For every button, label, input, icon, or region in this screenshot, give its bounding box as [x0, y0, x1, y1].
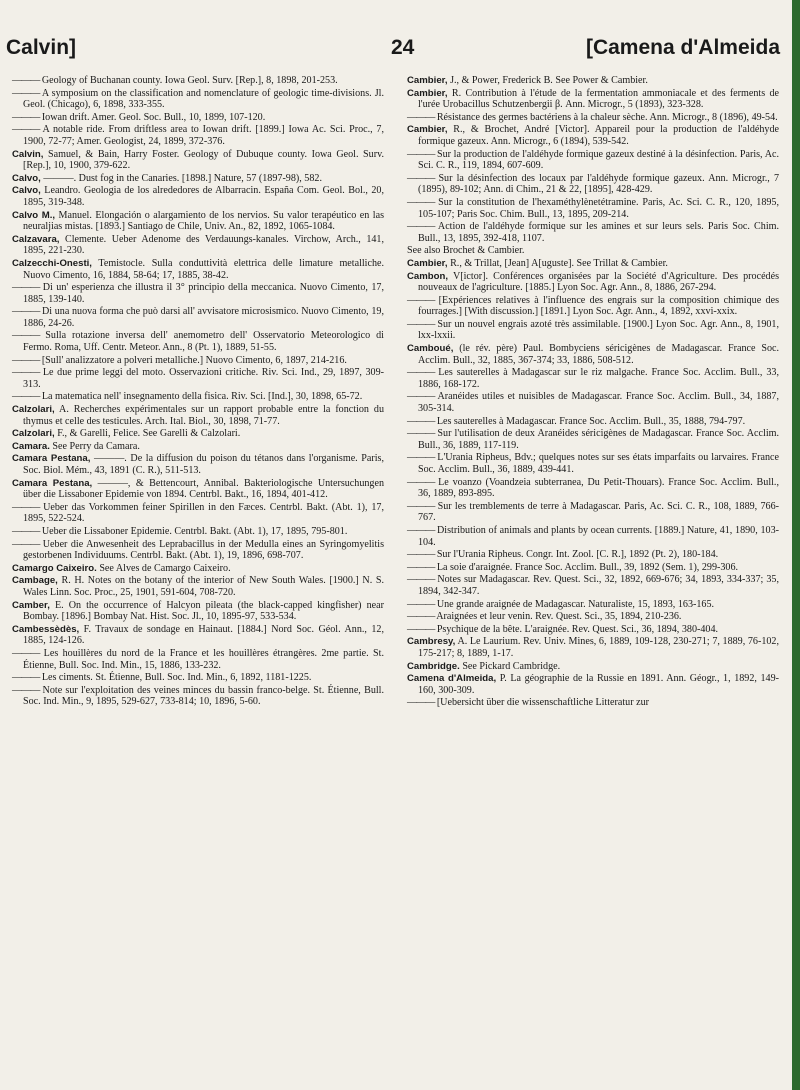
entry-text: [Uebersicht über die wissenschaftliche Litteratur zur [436, 697, 649, 709]
bibliography-entry [407, 624, 779, 636]
entry-author: Camara Pestana, [12, 477, 93, 489]
page-number: 24 [391, 36, 415, 59]
bibliography-entry [12, 173, 384, 185]
bibliography-entry [12, 149, 384, 172]
entry-text: Psychique de la bête. L'araignée. Rev. Quest. Sci., 36, 1894, 380-404. [436, 623, 719, 635]
repeat-author-dash: ——— [12, 75, 40, 86]
entry-text: Les sauterelles à Madagascar sur le riz malgache. France Soc. Acclim. Bull., 33, 1886, 168-172. [418, 367, 779, 390]
entry-text: P. La géographie de la Russie en 1891. Ann. Géogr., 1, 1892, 149-160, 300-309. [418, 673, 779, 696]
entry-text: [Sull' analizzatore a polveri metalliche.] Nuovo Cimento, 6, 1897, 214-216. [41, 354, 347, 366]
entry-author: Cambage, [12, 575, 58, 587]
entry-text: Di una nuova forma che può darsi all' avvisatore microsismico. Nuovo Cimento, 19, 1886, 24-26. [23, 306, 384, 329]
bibliography-entry [12, 210, 384, 233]
entry-text: Les sauterelles à Madagascar. France Soc. Acclim. Bull., 35, 1888, 794-797. [436, 415, 746, 427]
bibliography-entry [12, 185, 384, 208]
entry-text: R. H. Notes on the botany of the interior of New South Wales. [1900.] N. S. Wales Linn. Soc. Proc., 25, 1901, 591-604, 708-720. [23, 575, 384, 598]
entry-author: Camena d'Almeida, [407, 673, 497, 685]
bibliography-entry [407, 124, 779, 147]
repeat-author-dash: ——— [407, 367, 435, 379]
entry-author: Camber, [12, 599, 50, 611]
bibliography-entry [407, 574, 779, 597]
header-right: [Camena d'Almeida [585, 36, 780, 59]
bibliography-entry [407, 258, 779, 270]
entry-text: A. Recherches expérimentales sur un rapport probable entre la fonction du thymus et celle des testicules. Arch. Ital. Biol., 30, 1898, 71-77. [23, 404, 384, 427]
entry-text: Manuel. Elongación o alargamiento de los nervios. Su valor terapéutico en las neuraljias mistas. [1893.] Santiago de Chile, Univ. An., 82, 1892, 1065-1084. [23, 209, 384, 233]
repeat-author-dash: ——— [407, 391, 435, 403]
bibliography-entry [12, 75, 384, 87]
bibliography-entry [407, 173, 779, 196]
left-column [12, 75, 384, 709]
bibliography-entry [12, 453, 384, 476]
entry-text: R. Contribution à l'étude de la fermentation ammoniacale et des ferments de l'urée Urobacillus Schutzenbergii β. Ann. Microgr., 5 (1893), 323-328. [418, 87, 779, 111]
bibliography-entry [12, 355, 384, 367]
entry-text: A notable ride. From driftless area to Iowan drift. [1899.] Iowa Ac. Sci. Proc., 7, 1900, 72-77; Amer. Geologist, 24, 1899, 372-376. [23, 124, 385, 147]
entry-text: Sur la constitution de l'hexaméthylènetétramine. Paris, Ac. Sci. C. R., 120, 1895, 105-107; Paris Soc. Chim. Bull., 13, 1895, 209-214. [418, 196, 779, 220]
entry-text: Temistocle. Sulla conduttività elettrica delle limature metalliche. Nuovo Cimento, 16, 1884, 58-64; 17, 1885, 38-42. [23, 257, 385, 281]
repeat-author-dash: ——— [407, 598, 435, 610]
repeat-author-dash: ——— [407, 623, 435, 635]
entry-text: Leandro. Geologia de los alrededores de Albarracin. España Com. Geol. Bol., 20, 1895, 319-348. [23, 185, 384, 208]
repeat-author-dash: ——— [12, 111, 40, 123]
entry-author: Cambessèdès, [12, 623, 80, 635]
bibliography-entry [407, 245, 779, 257]
bibliography-entry [12, 391, 384, 403]
entry-author: Cambresy, [407, 636, 456, 648]
entry-text: Samuel, & Bain, Harry Foster. Geology of Dubuque county. Iowa Geol. Surv. [Rep.], 10, 1900, 379-622. [23, 148, 384, 172]
entry-text: J., & Power, Frederick B. See Power & Cambier. [450, 75, 648, 86]
entry-text: See Alves de Camargo Caixeiro. [99, 562, 231, 574]
bibliography-entry [407, 673, 779, 696]
entry-author: Cambier, [407, 124, 448, 136]
bibliography-entry [407, 221, 779, 244]
entry-author: Calzolari, [12, 404, 55, 416]
entry-text: Ueber die Anwesenheit des Leprabacillus in der Medulla eines an Syringomyelitis gestorbenen Individuums. Centrbl. Bakt. (Abt. 1), 19, 1896, 698-707. [23, 538, 384, 562]
repeat-author-dash: ——— [12, 684, 40, 696]
entry-author: Calvo, [12, 172, 41, 184]
bibliography-entry [12, 502, 384, 525]
bibliography-entry [407, 197, 779, 220]
entry-author: Calvo, [12, 185, 41, 197]
entry-text: F. Travaux de sondage en Hainaut. [1884.] Nord Soc. Géol. Ann., 12, 1885, 124-126. [23, 623, 384, 647]
entry-text: Les ciments. St. Étienne, Bull. Soc. Ind. Min., 6, 1892, 1181-1225. [41, 672, 312, 684]
bibliography-entry [407, 611, 779, 623]
repeat-author-dash: ——— [407, 697, 435, 709]
entry-author: Camara Pestana, [12, 453, 91, 465]
entry-author: Calzecchi-Onesti, [12, 257, 92, 269]
repeat-author-dash: ——— [12, 282, 40, 294]
entry-author: Cambier, [407, 87, 448, 99]
bibliography-entry [12, 685, 384, 708]
bibliography-entry [407, 149, 779, 172]
repeat-author-dash: ——— [12, 354, 40, 366]
repeat-author-dash: ——— [12, 391, 40, 403]
entry-text: La soie d'araignée. France Soc. Acclim. Bull., 39, 1892 (Sem. 1), 299-306. [436, 561, 739, 573]
entry-author: Cambridge. [407, 660, 460, 672]
entry-text: See Pickard Cambridge. [462, 660, 561, 672]
repeat-author-dash: ——— [407, 549, 435, 561]
repeat-author-dash: ——— [407, 500, 435, 512]
bibliography-entry [407, 599, 779, 611]
entry-text: Distribution of animals and plants by ocean currents. [1889.] Nature, 41, 1890, 103-104. [418, 524, 779, 548]
repeat-author-dash: ——— [407, 611, 435, 623]
entry-text: Note sur l'exploitation des veines minces du bassin franco-belge. St. Étienne, Bull. Soc. Ind. Min., 9, 1895, 529-627, 733-814; 10, 1896, 5-60. [23, 684, 384, 708]
repeat-author-dash: ——— [12, 367, 40, 379]
entry-text: ———. De la diffusion du poison du tétanos dans l'organisme. Paris, Soc. Biol. Mém., 43, 1891 (C. R.), 511-513. [23, 453, 385, 476]
bibliography-entry [12, 600, 384, 623]
entry-text: See Perry da Camara. [52, 440, 140, 452]
page-edge-bar [792, 0, 800, 1090]
entry-text: Les houillères du nord de la France et les houillères étrangères. 2me partie. St. Étienne, Bull. Soc. Ind. Min., 15, 1886, 133-232. [23, 647, 384, 671]
bibliography-entry [12, 526, 384, 538]
bibliography-entry [12, 404, 384, 427]
entry-text: Di un' esperienza che illustra il 3° principio della meccanica. Nuovo Cimento, 17, 1885, 139-140. [23, 282, 384, 305]
entry-text: A. Le Laurium. Rev. Univ. Mines, 6, 1889, 109-128, 230-271; 7, 1889, 76-102, 175-217; 8, 1889, 1-17. [418, 636, 779, 659]
entry-text: Sur un nouvel engrais azoté très assimilable. [1900.] Lyon Soc. Agr. Ann., 8, 1901, lxx-lxxii. [418, 318, 779, 342]
entry-text: Geology of Buchanan county. Iowa Geol. Surv. [Rep.], 8, 1898, 201-253. [41, 75, 338, 86]
bibliography-entry [12, 124, 384, 147]
entry-text: La matematica nell' insegnamento della fisica. Riv. Sci. [Ind.], 30, 1898, 65-72. [41, 391, 363, 403]
bibliography-entry [407, 319, 779, 342]
entry-author: Camargo Caixeiro. [12, 562, 97, 574]
entry-text: Sur la production de l'aldéhyde formique gazeux destiné à la désinfection. Paris, Ac. Sci. C. R., 119, 1894, 607-609. [418, 148, 779, 172]
repeat-author-dash: ——— [407, 452, 435, 464]
bibliography-entry [407, 88, 779, 111]
entry-text: Action de l'aldéhyde formique sur les amines et sur leurs sels. Paris Soc. Chim. Bull., 13, 1895, 392-418, 1107. [418, 221, 780, 244]
entry-text: Une grande araignée de Madagascar. Naturaliste, 15, 1893, 163-165. [436, 598, 715, 610]
repeat-author-dash: ——— [12, 124, 40, 136]
repeat-author-dash: ——— [407, 196, 435, 208]
bibliography-entry [12, 367, 384, 390]
entry-author: Camboué, [407, 343, 454, 355]
entry-text: ———. Dust fog in the Canaries. [1898.] Nature, 57 (1897-98), 582. [43, 172, 322, 184]
bibliography-entry [12, 234, 384, 257]
bibliography-entry [407, 477, 779, 500]
repeat-author-dash: ——— [407, 476, 435, 488]
bibliography-entry [12, 428, 384, 440]
entry-author: Camara. [12, 440, 50, 452]
bibliography-entry [12, 575, 384, 598]
bibliography-entry [12, 441, 384, 453]
right-column [407, 75, 779, 710]
bibliography-entry [407, 452, 779, 475]
bibliography-entry [407, 636, 779, 659]
bibliography-entry [407, 697, 779, 709]
repeat-author-dash: ——— [12, 525, 40, 537]
entry-text: Sur la désinfection des locaux par l'aldéhyde formique gazeux. Ann. Microgr., 7 (1895), 89-102; Ann. di Chim., 21 & 22, [1895], 428-429. [418, 172, 780, 196]
entry-text: F., & Garelli, Felice. See Garelli & Calzolari. [57, 428, 241, 440]
bibliography-entry [407, 391, 779, 414]
entry-text: Résistance des germes bactériens à la chaleur sèche. Ann. Microgr., 8 (1896), 49-54. [436, 111, 778, 123]
bibliography-entry [12, 330, 384, 353]
entry-text: Clemente. Ueber Adenome des Verdauungs-kanales. Virchow, Arch., 141, 1895, 221-230. [23, 233, 385, 257]
entry-text: Sur les tremblements de terre à Madagascar. Paris, Ac. Sci. C. R., 108, 1889, 766-767. [418, 500, 779, 524]
bibliography-entry [407, 661, 779, 673]
repeat-author-dash: ——— [407, 221, 435, 233]
bibliography-entry [12, 478, 384, 501]
bibliography-entry [12, 306, 384, 329]
entry-author: Calzavara, [12, 233, 60, 245]
entry-text: Iowan drift. Amer. Geol. Soc. Bull., 10, 1899, 107-120. [41, 111, 266, 123]
repeat-author-dash: ——— [407, 428, 435, 440]
bibliography-entry [12, 624, 384, 647]
bibliography-entry [12, 648, 384, 671]
header-left: Calvin] [6, 36, 77, 59]
repeat-author-dash: ——— [12, 330, 40, 342]
entry-text: (le rév. père) Paul. Bombyciens séricigènes de Madagascar. France Soc. Acclim. Bull., 32, 1885, 367-374; 33, 1886, 508-512. [418, 343, 779, 366]
bibliography-entry [12, 539, 384, 562]
entry-author: Cambier, [407, 75, 448, 86]
repeat-author-dash: ——— [407, 294, 435, 306]
repeat-author-dash: ——— [407, 172, 435, 184]
bibliography-entry [407, 562, 779, 574]
bibliography-entry [12, 258, 384, 281]
repeat-author-dash: ——— [407, 111, 435, 123]
repeat-author-dash: ——— [12, 538, 40, 550]
entry-text: V[ictor]. Conférences organisées par la Société d'Agriculture. Des procédés nouveaux de l'agriculture. [1885.] Lyon Soc. Agr. Ann., 8, 1886, 267-294. [418, 270, 780, 294]
entry-text: Notes sur Madagascar. Rev. Quest. Sci., 32, 1892, 669-676; 34, 1893, 334-337; 35, 1894, 342-347. [418, 574, 779, 597]
entry-text: Sur l'Urania Ripheus. Congr. Int. Zool. [C. R.], 1892 (Pt. 2), 180-184. [436, 549, 719, 561]
repeat-author-dash: ——— [407, 574, 435, 586]
bibliography-entry [12, 563, 384, 575]
entry-text: E. On the occurrence of Halcyon pileata (the black-capped kingfisher) near Bombay. [1896.] Bombay Nat. Hist. Soc. Jl., 10, 1895-97, 533-534. [23, 599, 384, 623]
bibliography-entry [407, 428, 779, 451]
repeat-author-dash: ——— [12, 87, 40, 99]
repeat-author-dash: ——— [12, 647, 40, 659]
bibliography-entry [407, 416, 779, 428]
bibliography-entry [12, 672, 384, 684]
repeat-author-dash: ——— [12, 306, 40, 318]
entry-author: Calzolari, [12, 428, 55, 440]
entry-text: A symposium on the classification and nomenclature of geologic time-divisions. Jl. Geol. (Chicago), 6, 1898, 333-355. [23, 87, 384, 111]
repeat-author-dash: ——— [407, 524, 435, 536]
bibliography-entry [407, 271, 779, 294]
repeat-author-dash: ——— [407, 148, 435, 160]
bibliography-entry [407, 112, 779, 124]
bibliography-entry [407, 75, 779, 87]
entry-text: Sulla rotazione inversa dell' anemometro dell' Osservatorio Meteorologico di Fermo. Roma, Uff. Centr. Meteor. Ann., 8 (Pt. 1), 1889, 51-55. [23, 330, 384, 354]
entry-text: ———, & Bettencourt, Annibal. Bakteriologische Untersuchungen über die Lissaboner Epidemie von 1894. Centrbl. Bakt., 16, 1894, 401-412. [23, 477, 384, 501]
bibliography-entry [12, 88, 384, 111]
bibliography-entry [407, 367, 779, 390]
entry-text: Aranéides utiles et nuisibles de Madagascar. France Soc. Acclim. Bull., 34, 1887, 305-314. [418, 391, 779, 415]
repeat-author-dash: ——— [407, 561, 435, 573]
entry-text: [Expériences relatives à l'influence des engrais sur la composition chimique des fourrages.] [With discussion.] [1891.] Lyon Soc. Agr. Ann., 4, 1892, xxvi-xxix. [418, 294, 779, 318]
entry-author: Calvin, [12, 148, 44, 160]
entry-text: Ueber die Lissaboner Epidemie. Centrbl. Bakt. (Abt. 1), 17, 1895, 795-801. [41, 525, 348, 537]
entry-text: Ueber das Vorkommen feiner Spirillen in den Fæces. Centrbl. Bakt. (Abt. 1), 17, 1895, 522-524. [23, 501, 385, 525]
entry-text: L'Urania Ripheus, Bdv.; quelques notes sur ses états imparfaits ou larvaires. France Soc. Acclim. Bull., 36, 1889, 439-441. [418, 452, 779, 475]
entry-author: Cambier, [407, 257, 448, 269]
entry-author: Calvo M., [12, 209, 56, 221]
running-header [6, 8, 780, 59]
entry-text: Sur l'utilisation de deux Aranéides séricigènes de Madagascar. France Soc. Acclim. Bull., 36, 1889, 117-119. [418, 428, 779, 451]
bibliography-entry [407, 549, 779, 561]
bibliography-entry [407, 295, 779, 318]
entry-text: Araignées et leur venin. Rev. Quest. Sci., 35, 1894, 210-236. [436, 611, 682, 623]
entry-text: R., & Trillat, [Jean] A[uguste]. See Trillat & Cambier. [450, 257, 668, 269]
bibliography-entry [407, 525, 779, 548]
entry-text: R., & Brochet, André [Victor]. Appareil pour la production de l'aldéhyde formique gazeux. Ann. Microgr., 6 (1894), 539-542. [418, 124, 779, 147]
repeat-author-dash: ——— [12, 501, 40, 513]
bibliography-entry [12, 112, 384, 124]
entry-author: Cambon, [407, 270, 449, 282]
entry-text: See also Brochet & Cambier. [407, 245, 525, 257]
repeat-author-dash: ——— [407, 415, 435, 427]
entry-text: Le voanzo (Voandzeia subterranea, Du Petit-Thouars). France Soc. Acclim. Bull., 36, 1889, 893-895. [418, 476, 779, 500]
entry-text: Le due prime leggi del moto. Osservazioni critiche. Riv. Sci. Ind., 29, 1897, 309-313. [23, 367, 384, 390]
bibliography-entry [12, 282, 384, 305]
repeat-author-dash: ——— [12, 672, 40, 684]
bibliography-entry [407, 501, 779, 524]
bibliography-entry [407, 343, 779, 366]
repeat-author-dash: ——— [407, 318, 435, 330]
